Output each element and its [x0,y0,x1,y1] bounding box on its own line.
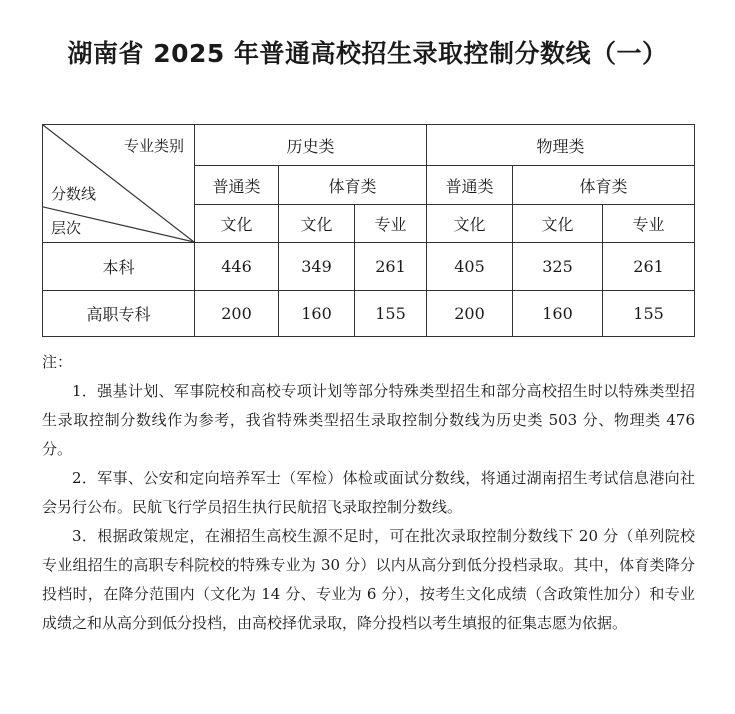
score-cell: 349 [279,243,355,291]
group-header-history: 历史类 [195,125,427,166]
subject-physics-sports-major: 专业 [603,205,695,243]
score-cell: 405 [427,243,513,291]
score-cell: 261 [355,243,427,291]
score-cell: 155 [355,291,427,337]
notes-section [42,348,695,638]
page-title: 湖南省 2025 年普通高校招生录取控制分数线（一） [67,39,668,68]
subgroup-history-regular: 普通类 [195,166,279,205]
row-label-vocational: 高职专科 [43,291,195,337]
subject-history-sports-culture: 文化 [279,205,355,243]
score-cell: 261 [603,243,695,291]
score-cell: 200 [195,291,279,337]
corner-header-cell [43,125,195,243]
subject-history-sports-major: 专业 [355,205,427,243]
subgroup-history-sports: 体育类 [279,166,427,205]
table-row-undergraduate [43,243,695,291]
score-cell: 155 [603,291,695,337]
score-cell: 325 [513,243,603,291]
score-table [42,124,695,337]
corner-label-score-line: 分数线 [51,185,97,203]
notes-heading: 注： [42,353,73,371]
table-row-vocational [43,291,695,337]
row-label-undergraduate: 本科 [43,243,195,291]
subject-physics-sports-culture: 文化 [513,205,603,243]
subgroup-physics-regular: 普通类 [427,166,513,205]
note-item-1: 1．强基计划、军事院校和高校专项计划等部分特殊类型招生和部分高校招生时以特殊类型招生录取控制分数线作为参考，我省特殊类型招生录取控制分数线为历史类 503 分、物理类 476 分。 [42,382,695,458]
score-cell: 446 [195,243,279,291]
group-header-physics: 物理类 [427,125,695,166]
note-item-2: 2．军事、公安和定向培养军士（军检）体检或面试分数线，将通过湖南招生考试信息港向社会另行公布。民航飞行学员招生执行民航招飞录取控制分数线。 [42,469,695,516]
score-cell: 160 [279,291,355,337]
note-item-3: 3．根据政策规定，在湘招生高校生源不足时，可在批次录取控制分数线下 20 分（单列院校专业组招生的高职专科院校的特殊专业为 30 分）以内从高分到低分投档录取。其中，体育类降分投档时，在降分范围内（文化为 14 分、专业为 6 分），按考生文化成绩（含政策性加分）和专业成绩之和从高分到低分投档，由高校择优录取，降分投档以考生填报的征集志愿为依据。 [42,527,695,632]
score-cell: 200 [427,291,513,337]
corner-label-level: 层次 [51,219,82,237]
subgroup-physics-sports: 体育类 [513,166,695,205]
subject-history-regular-culture: 文化 [195,205,279,243]
score-cell: 160 [513,291,603,337]
subject-physics-regular-culture: 文化 [427,205,513,243]
corner-label-major-category: 专业类别 [123,137,184,155]
